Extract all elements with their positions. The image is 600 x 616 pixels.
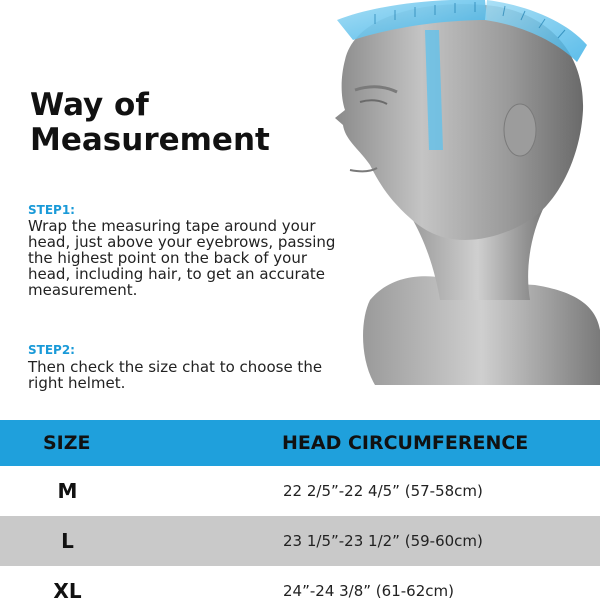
step1-label: STEP1: [28, 203, 75, 217]
mannequin-head-illustration [315, 0, 600, 385]
circumference-cell: 24”-24 3/8” (61-62cm) [283, 582, 454, 600]
table-row [0, 466, 600, 516]
size-cell: XL [53, 579, 82, 603]
step2-text: Then check the size chat to choose the right helmet. [28, 358, 323, 392]
table-row [0, 516, 600, 566]
circumference-cell: 22 2/5”-22 4/5” (57-58cm) [283, 482, 483, 500]
page-title-line2: Measurement [30, 122, 270, 158]
table-row [0, 566, 600, 616]
size-chart-table [0, 420, 600, 616]
step2-label: STEP2: [28, 343, 75, 357]
circumference-cell: 23 1/5”-23 1/2” (59-60cm) [283, 532, 483, 550]
page-title-line1: Way of [30, 87, 149, 123]
size-cell: L [61, 529, 74, 553]
size-cell: M [57, 479, 78, 503]
page-title [30, 88, 270, 158]
size-chart-header [0, 420, 600, 466]
size-column-header: SIZE [43, 432, 91, 454]
circumference-column-header: HEAD CIRCUMFERENCE [282, 432, 529, 454]
step1-text: Wrap the measuring tape around your head, just above your eyebrows, passing the highest point on the back of your head, including hair, to get an accurate measurement. [28, 217, 336, 299]
